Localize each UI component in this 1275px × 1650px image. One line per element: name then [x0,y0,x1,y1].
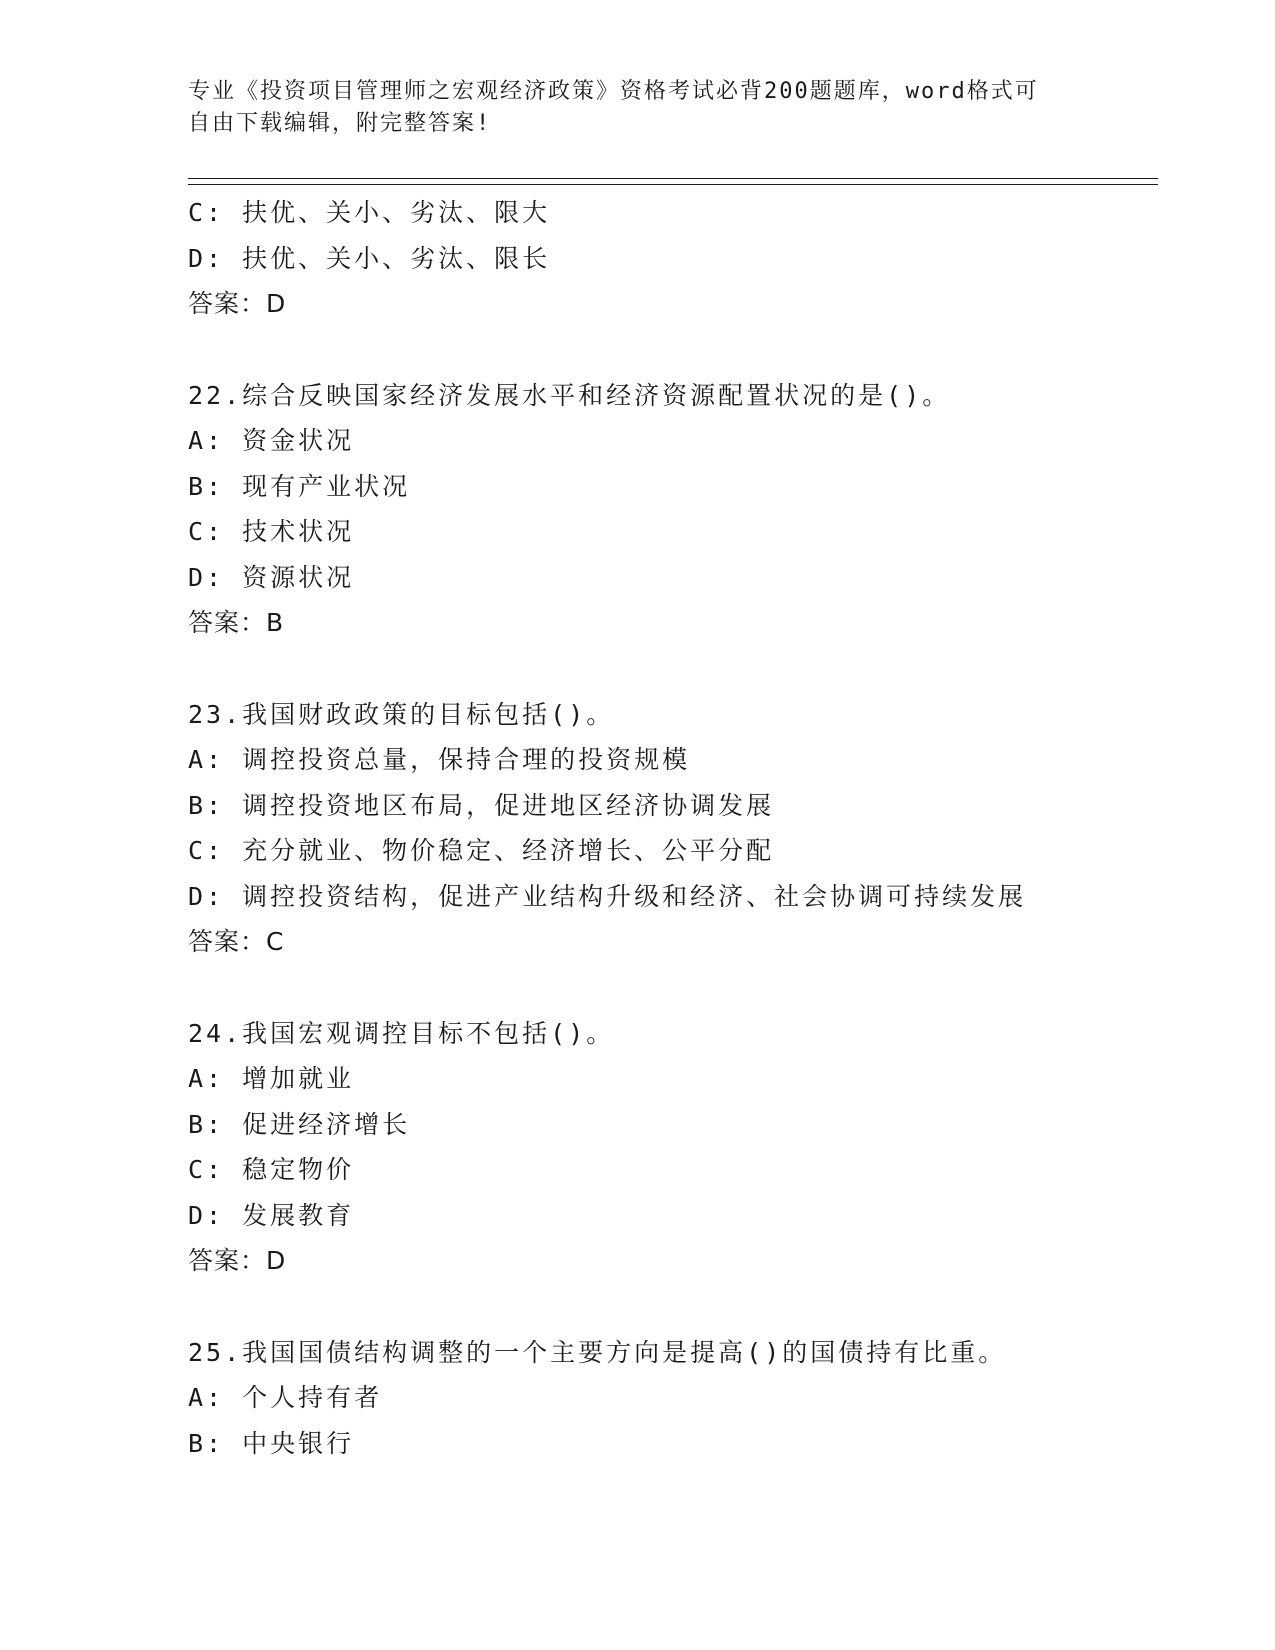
option-c: C: 扶优、关小、劣汰、限大 [188,198,551,227]
option-d: D: 扶优、关小、劣汰、限长 [188,243,551,273]
answer-line: 答案：D [188,1246,287,1275]
option-b: B: 中央银行 [188,1428,355,1458]
spacer [188,646,1168,692]
header-line-2: 自由下载编辑，附完整答案! [188,111,492,136]
option-d: D: 资源状况 [188,562,355,592]
spacer [188,965,1168,1011]
header-line-1: 专业《投资项目管理师之宏观经济政策》资格考试必背200题题库，word格式可 [188,79,1039,104]
question-list [188,190,1168,1466]
document-header [188,76,1068,140]
answer-line: 答案：B [188,608,285,637]
spacer [188,327,1168,373]
question-22 [188,373,1168,646]
question-24 [188,1011,1168,1284]
option-d: D: 发展教育 [188,1200,355,1230]
answer-line: 答案：C [188,927,285,956]
question-stem: 24.我国宏观调控目标不包括()。 [188,1018,615,1048]
option-a: A: 增加就业 [188,1064,355,1093]
question-stem: 25.我国国债结构调整的一个主要方向是提高()的国债持有比重。 [188,1337,1007,1367]
option-d: D: 调控投资结构，促进产业结构升级和经济、社会协调可持续发展 [188,881,1027,911]
question-stem: 22.综合反映国家经济发展水平和经济资源配置状况的是()。 [188,380,951,410]
question-stem: 23.我国财政政策的目标包括()。 [188,699,615,729]
question-25 [188,1330,1168,1467]
option-a: A: 资金状况 [188,426,355,455]
option-c: C: 稳定物价 [188,1155,355,1184]
spacer [188,1284,1168,1330]
header-divider [188,178,1158,185]
option-b: B: 调控投资地区布局，促进地区经济协调发展 [188,790,775,820]
option-c: C: 充分就业、物价稳定、经济增长、公平分配 [188,836,775,865]
question-23 [188,692,1168,965]
option-b: B: 促进经济增长 [188,1109,411,1139]
option-b: B: 现有产业状况 [188,471,411,501]
option-c: C: 技术状况 [188,517,355,546]
answer-line: 答案：D [188,289,287,318]
option-a: A: 调控投资总量，保持合理的投资规模 [188,745,691,774]
option-a: A: 个人持有者 [188,1383,383,1412]
question-21-continued [188,190,1168,327]
